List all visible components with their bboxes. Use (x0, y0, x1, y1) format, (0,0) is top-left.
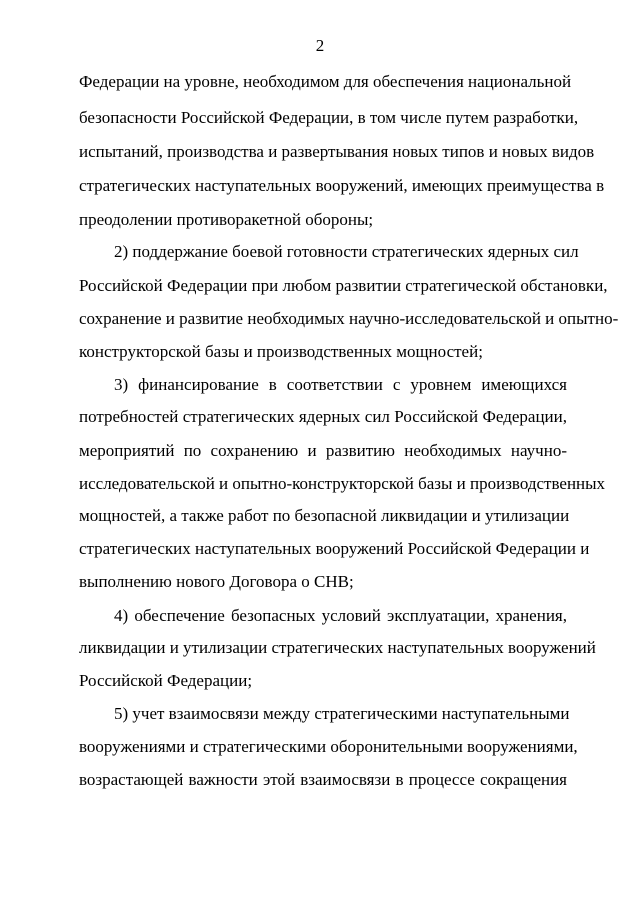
text-line: безопасности Российской Федерации, в том числе путем разработки, (79, 108, 579, 127)
text-line: конструкторской базы и производственных мощностей; (79, 342, 483, 361)
text-line: мощностей, а также работ по безопасной ликвидации и утилизации (79, 506, 570, 525)
text-line: 3) финансирование в соответствии с уровнем имеющихся (114, 375, 567, 394)
text-line: преодолении противоракетной обороны; (79, 210, 374, 229)
text-line: стратегических наступательных вооружений Российской Федерации и (79, 539, 590, 558)
text-line: Российской Федерации; (79, 671, 253, 690)
text-line: стратегических наступательных вооружений, имеющих преимущества в (79, 176, 605, 195)
text-line: Федерации на уровне, необходимом для обеспечения национальной (79, 72, 572, 91)
text-line: потребностей стратегических ядерных сил Российской Федерации, (79, 407, 567, 426)
page-number: 2 (315, 36, 325, 55)
text-line: возрастающей важности этой взаимосвязи в процессе сокращения (79, 770, 567, 789)
text-line: ликвидации и утилизации стратегических наступательных вооружений (79, 638, 596, 657)
text-line: 5) учет взаимосвязи между стратегическими наступательными (114, 704, 570, 723)
text-line: Российской Федерации при любом развитии стратегической обстановки, (79, 276, 608, 295)
text-line: вооружениями и стратегическими оборонительными вооружениями, (79, 737, 578, 756)
text-line: мероприятий по сохранению и развитию необходимых научно- (79, 441, 567, 460)
text-line: сохранение и развитие необходимых научно-исследовательской и опытно- (79, 309, 619, 328)
text-line: выполнению нового Договора о СНВ; (79, 572, 354, 591)
text-line: испытаний, производства и развертывания новых типов и новых видов (79, 142, 595, 161)
text-line: 4) обеспечение безопасных условий эксплуатации, хранения, (114, 606, 567, 625)
text-line: исследовательской и опытно-конструкторской базы и производственных (79, 474, 606, 493)
text-line: 2) поддержание боевой готовности стратегических ядерных сил (114, 242, 579, 261)
